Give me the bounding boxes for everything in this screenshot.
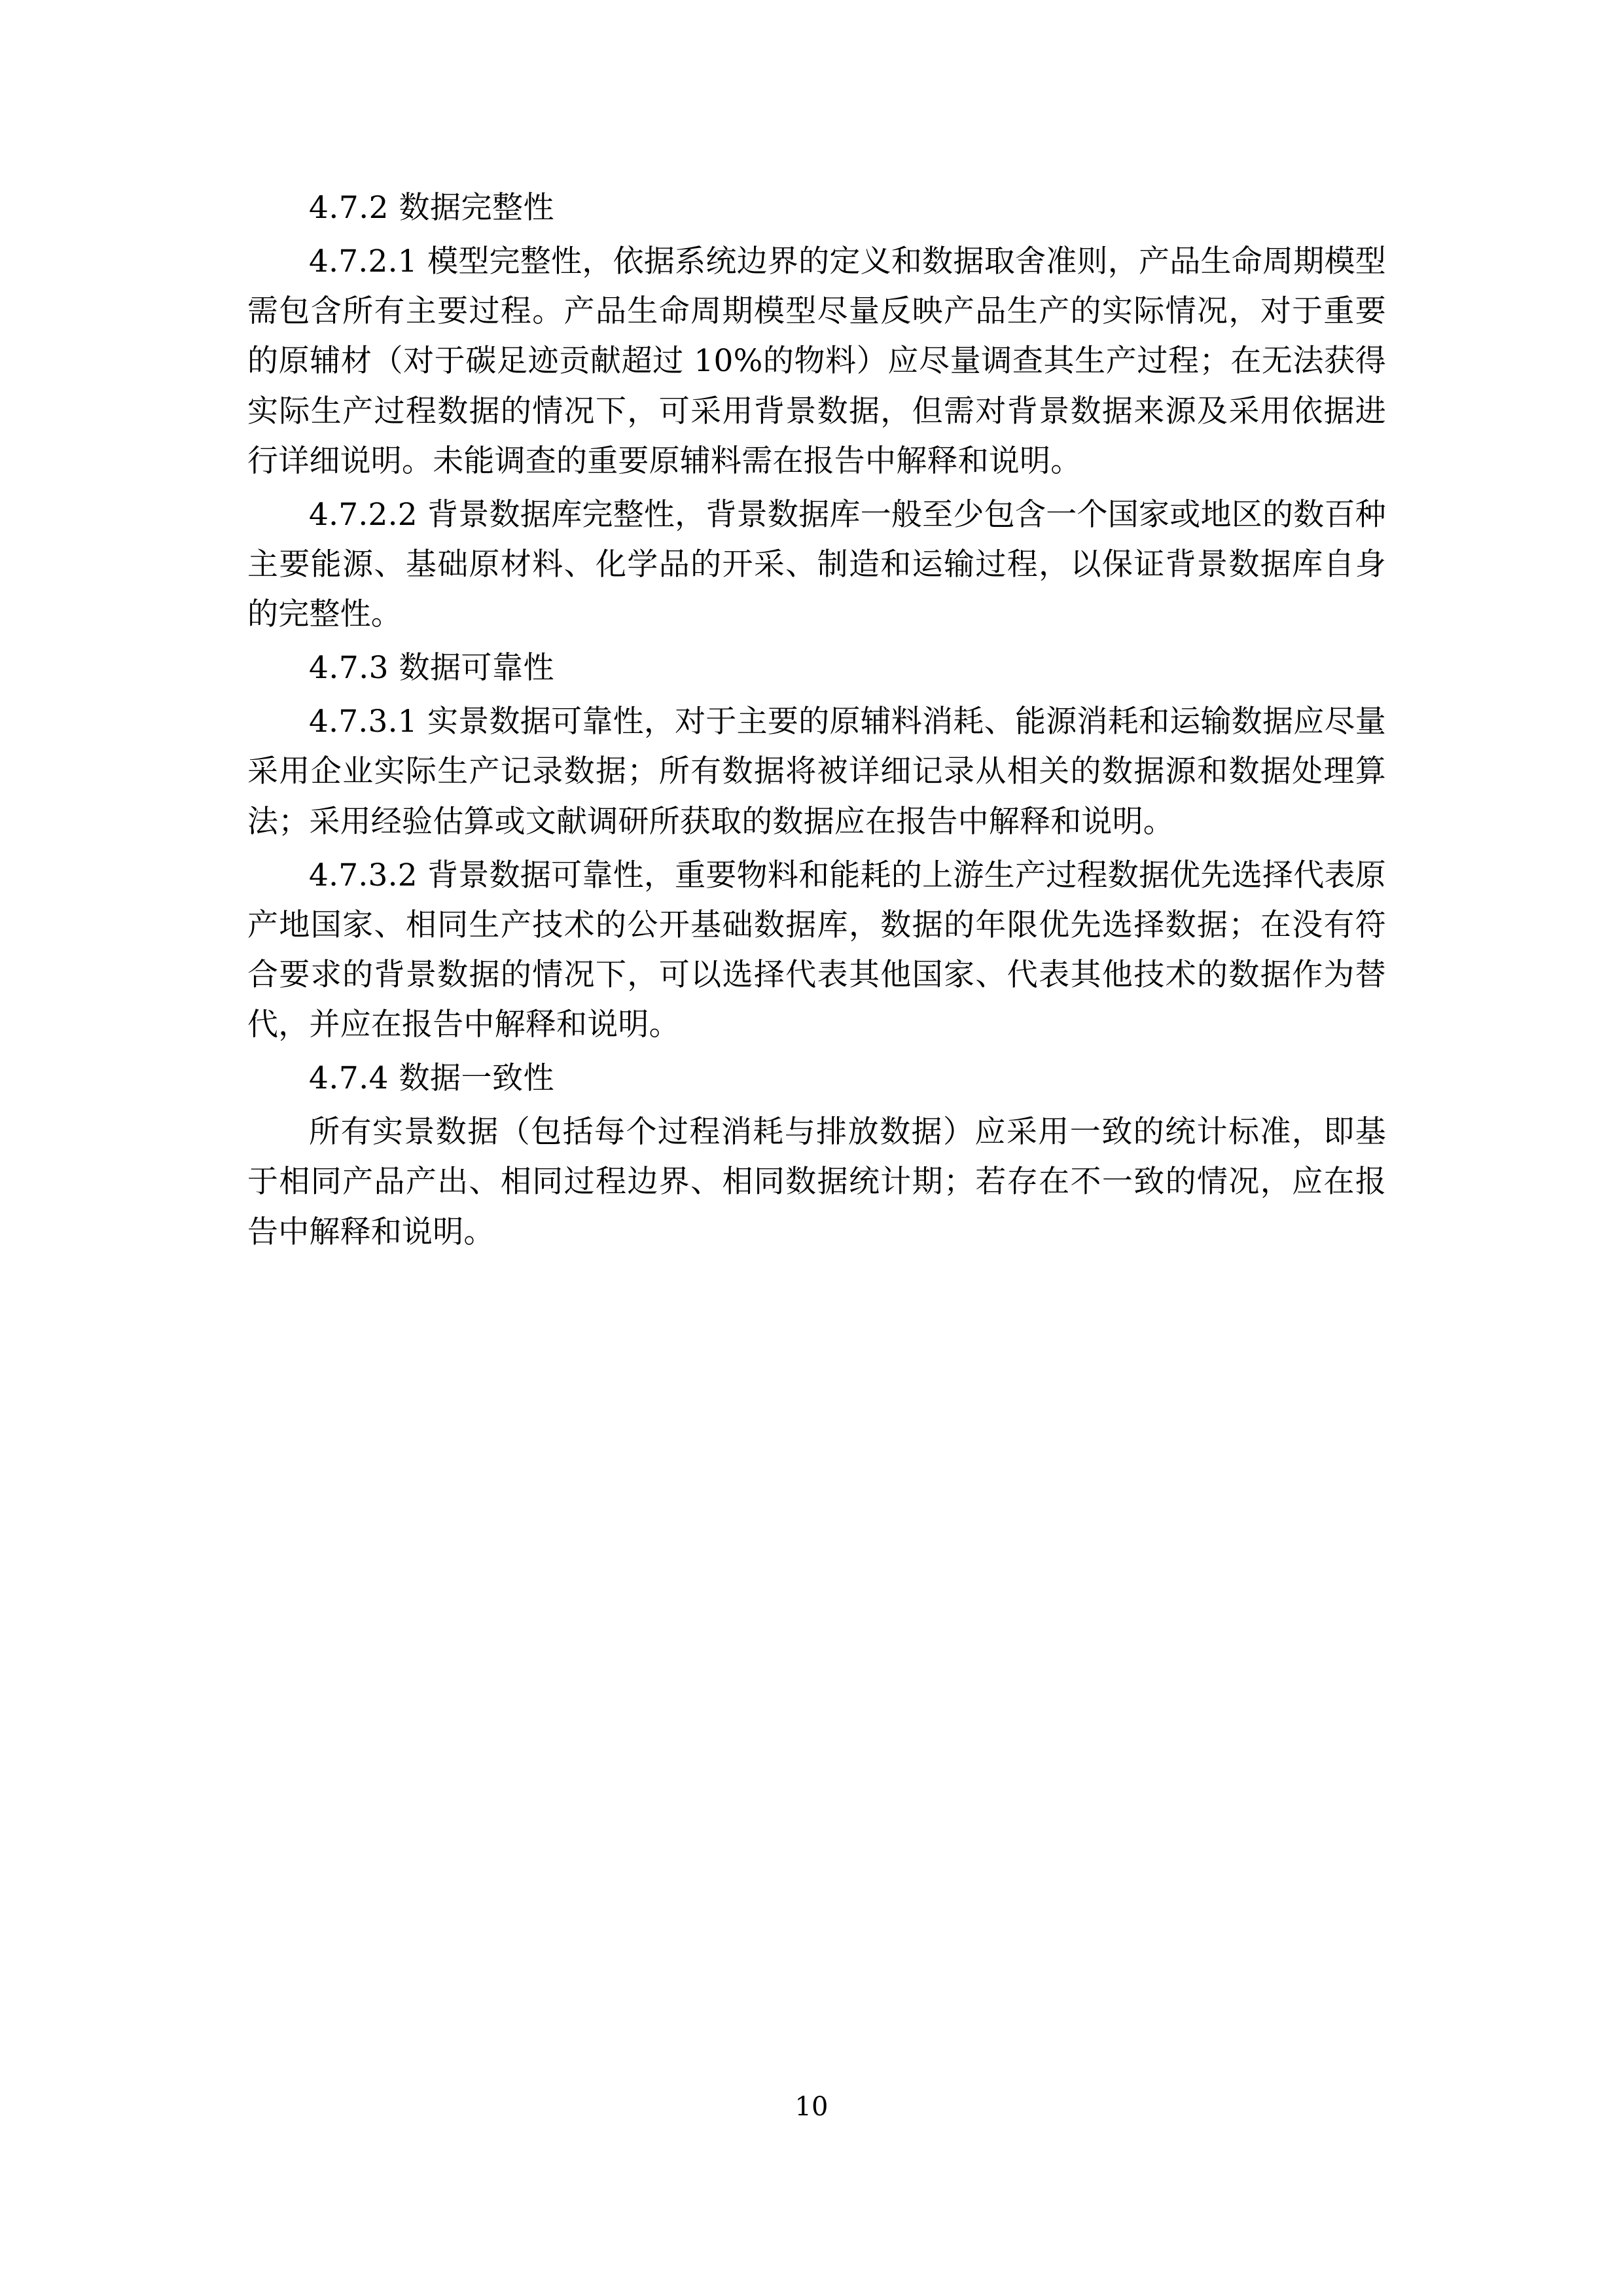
- section-heading-4-7-3: 4.7.3 数据可靠性: [309, 650, 555, 687]
- paragraph-4-7-2-1: 4.7.2.1 模型完整性，依据系统边界的定义和数据取舍准则，产品生命周期模型需包含所有主要过程。产品生命周期模型尽量反映产品生产的实际情况，对于重要的原辅材（对于碳足迹贡献超过 10%的物料）应尽量调查其生产过程；在无法获得实际生产过程数据的情况下，可采用背景数据，但需对背景数据来源及采用依据进行详细说明。未能调查的重要原辅料需在报告中解释和说明。: [247, 243, 1386, 479]
- page-body: [247, 183, 1386, 1261]
- page-number: 10: [794, 2092, 829, 2122]
- paragraph-4-7-4-body: 所有实景数据（包括每个过程消耗与排放数据）应采用一致的统计标准，即基于相同产品产出、相同过程边界、相同数据统计期；若存在不一致的情况，应在报告中解释和说明。: [247, 1114, 1386, 1250]
- paragraph-4-7-3-1: 4.7.3.1 实景数据可靠性，对于主要的原辅料消耗、能源消耗和运输数据应尽量采用企业实际生产记录数据；所有数据将被详细记录从相关的数据源和数据处理算法；采用经验估算或文献调研所获取的数据应在报告中解释和说明。: [247, 704, 1386, 840]
- section-heading-4-7-2: 4.7.2 数据完整性: [309, 190, 555, 226]
- paragraph-4-7-2-2: 4.7.2.2 背景数据库完整性，背景数据库一般至少包含一个国家或地区的数百种主要能源、基础原材料、化学品的开采、制造和运输过程，以保证背景数据库自身的完整性。: [247, 496, 1386, 632]
- paragraph-4-7-3-2: 4.7.3.2 背景数据可靠性，重要物料和能耗的上游生产过程数据优先选择代表原产地国家、相同生产技术的公开基础数据库，数据的年限优先选择数据；在没有符合要求的背景数据的情况下，可以选择代表其他国家、代表其他技术的数据作为替代，并应在报告中解释和说明。: [247, 857, 1386, 1043]
- section-heading-4-7-4: 4.7.4 数据一致性: [309, 1060, 555, 1097]
